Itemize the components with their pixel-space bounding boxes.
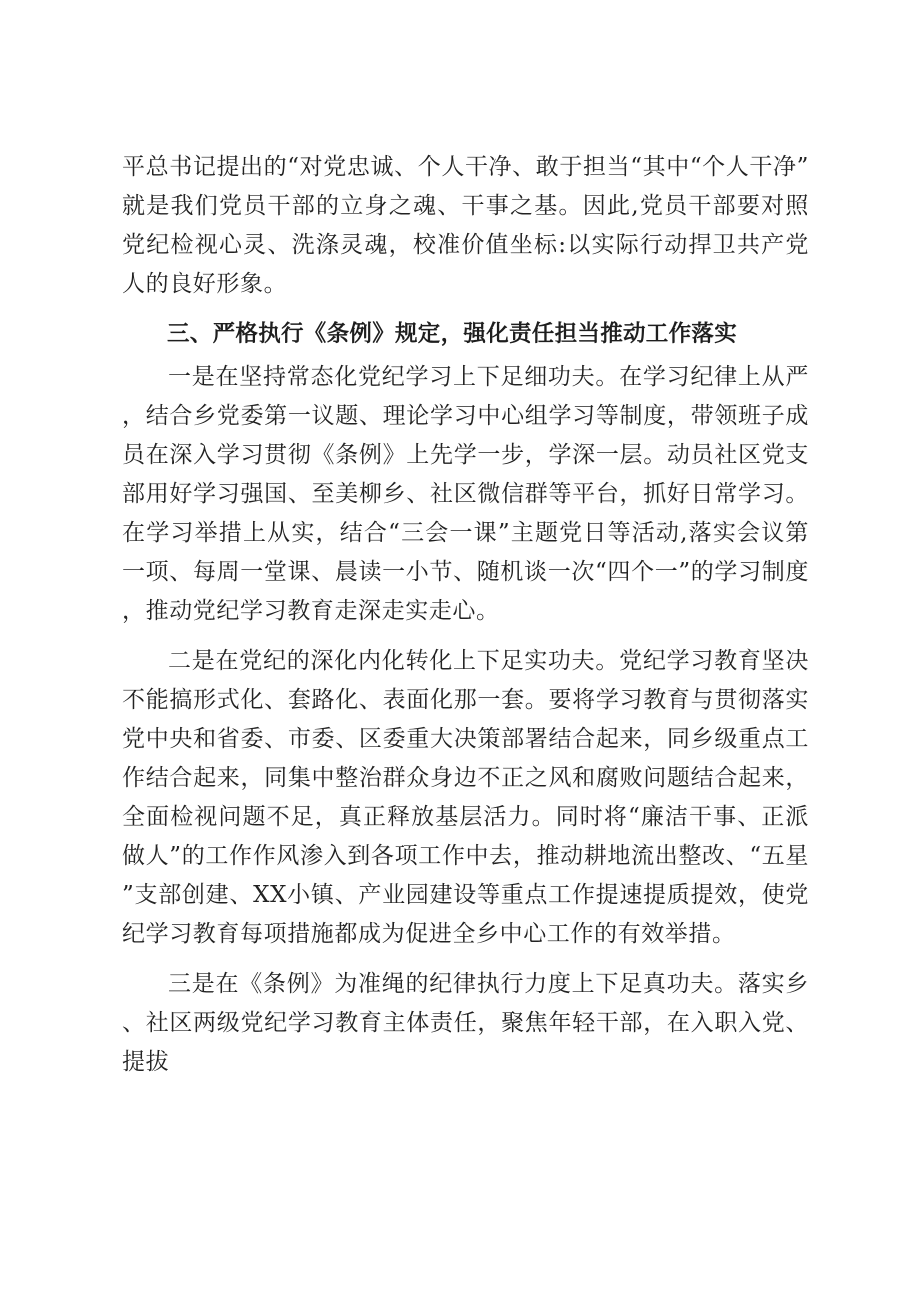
body-paragraph: 一是在坚持常态化党纪学习上下足细功夫。在学习纪律上从严，结合乡党委第一议题、理论学习中心组学习等制度，带领班子成员在深入学习贯彻《条例》上先学一步，学深一层。动员社区党支部用好学习强国、至美柳乡、社区微信群等平台，抓好日常学习。在学习举措上从实，结合“三会一课”主题党日等活动,落实会议第一项、每周一堂课、晨读一小节、随机谈一次“四个一”的学习制度，推动党纪学习教育走深走实走心。 [122,364,809,624]
body-paragraph: 三是在《条例》为准绳的纪律执行力度上下足真功夫。落实乡、社区两级党纪学习教育主体责任，聚焦年轻干部，在入职入党、提拔 [122,971,809,1075]
continuation-paragraph: 平总书记提出的“对党忠诚、个人干净、敢于担当“其中“个人干净”就是我们党员干部的立身之魂、干事之基。因此,党员干部要对照党纪检视心灵、洗涤灵魂，校准价值坐标:以实际行动捍卫共产党人的良好形象。 [122,154,809,297]
body-paragraph: 二是在党纪的深化内化转化上下足实功夫。党纪学习教育坚决不能搞形式化、套路化、表面化那一套。要将学习教育与贯彻落实党中央和省委、市委、区委重大决策部署结合起来，同乡级重点工作结合起来，同集中整治群众身边不正之风和腐败问题结合起来，全面检视问题不足，真正释放基层活力。同时将“廉洁干事、正派做人”的工作作风渗入到各项工作中去，推动耕地流出整改、“五星”支部创建、XX小镇、产业园建设等重点工作提速提质提效，使党纪学习教育每项措施都成为促进全乡中心工作的有效举措。 [122,648,809,947]
section-heading: 三、严格执行《条例》规定，强化责任担当推动工作落实 [167,321,738,347]
document-page [122,148,809,1082]
